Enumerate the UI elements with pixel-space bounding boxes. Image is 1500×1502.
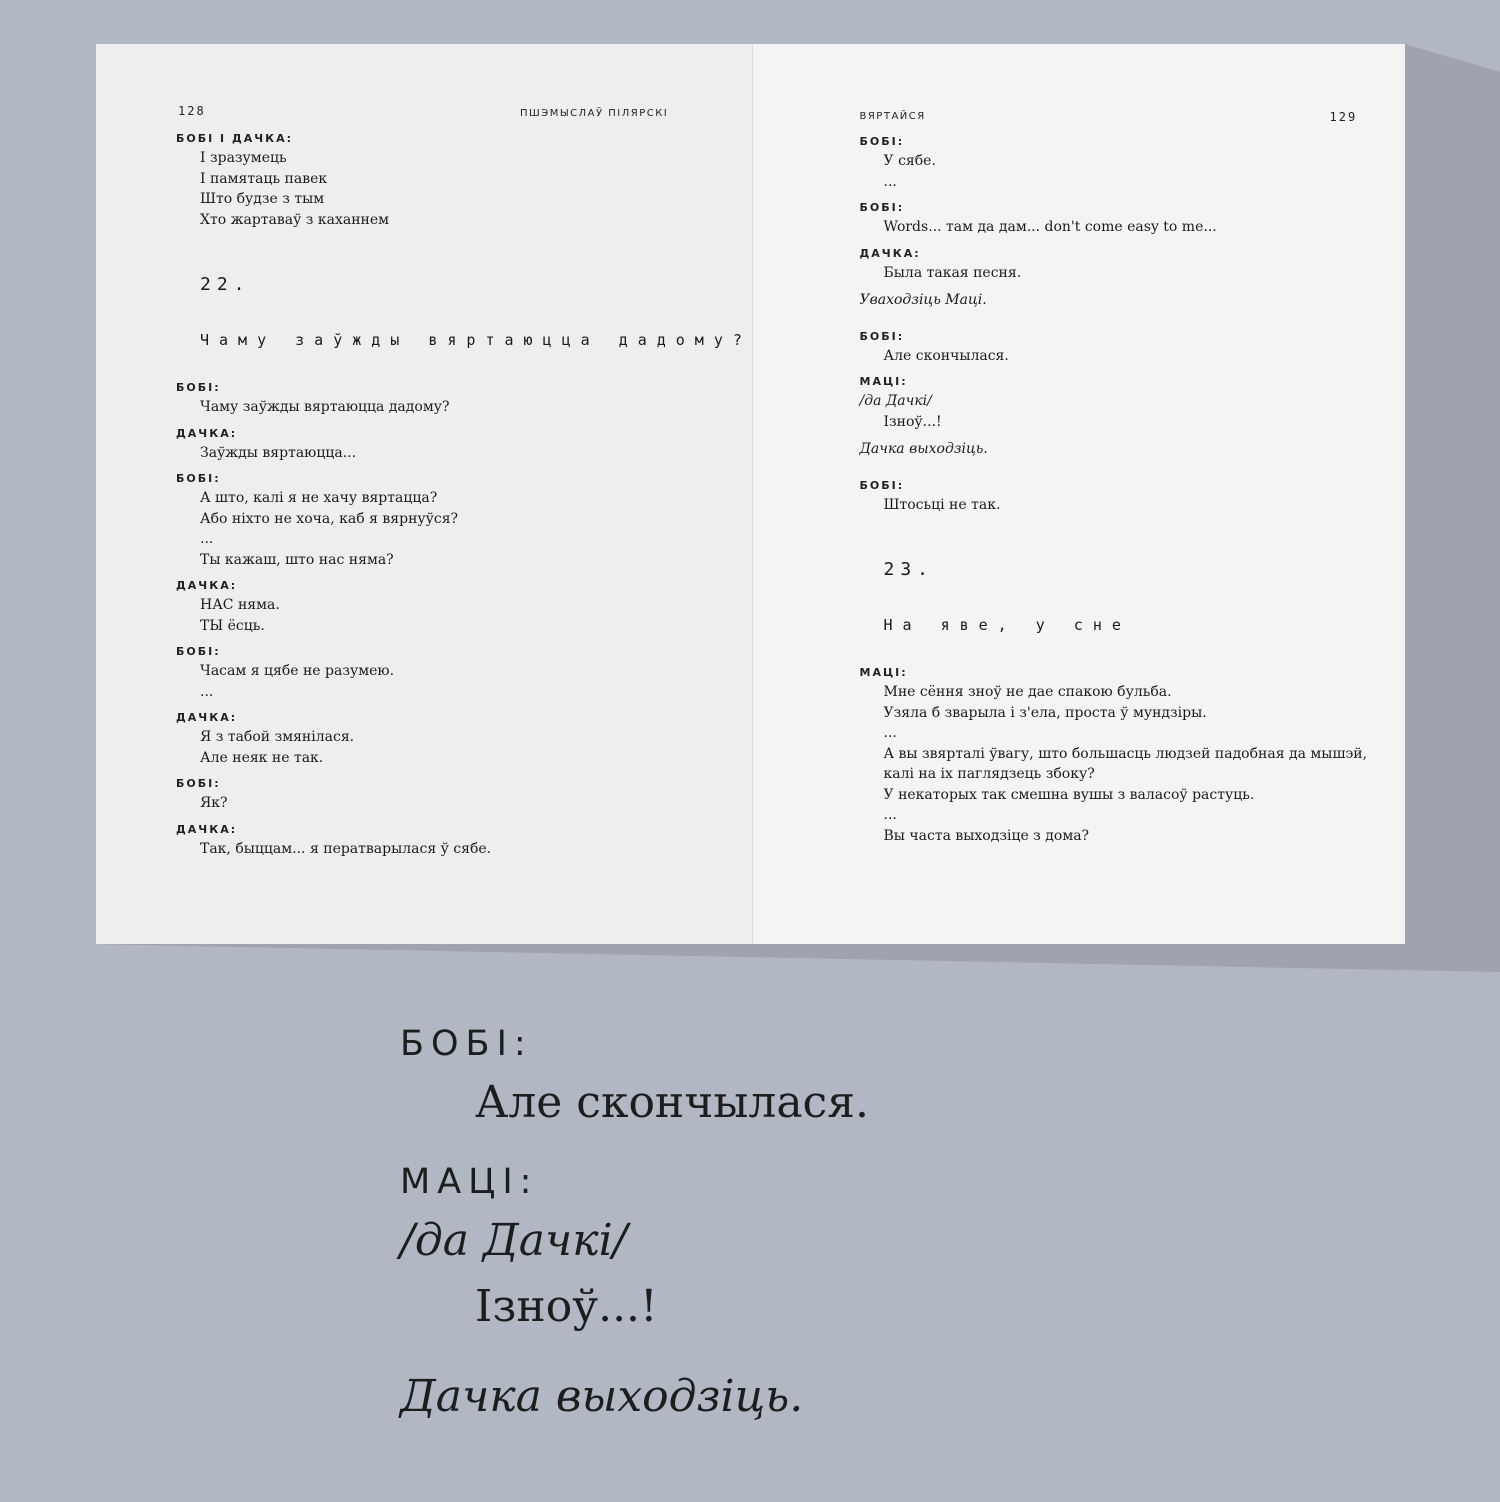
- left-page-text: [176, 130, 752, 866]
- enlarged-quote: [400, 1018, 1400, 1430]
- stage-direction: Дачка выходзіць.: [859, 441, 988, 457]
- speaker-name: ДАЧКА:: [176, 711, 238, 724]
- quote-stage-note: /да Дачкі/: [400, 1215, 628, 1266]
- dialogue-line: А што, калі я не хачу вяртацца?: [200, 490, 438, 506]
- dialogue-line: Што будзе з тым: [200, 191, 325, 207]
- dialogue-line: Заўжды вяртаюцца...: [200, 444, 357, 461]
- speaker-name: БОБІ:: [859, 135, 905, 148]
- open-book: [96, 44, 1405, 944]
- speaker-name: БОБІ:: [176, 645, 221, 658]
- quote-line: Ізноў...!: [475, 1281, 658, 1332]
- dialogue-line: калі на іх паглядзець збоку?: [883, 766, 1095, 782]
- dialogue-before-scene: [176, 130, 712, 230]
- dialogue-line: І памятаць павек: [200, 170, 328, 187]
- dialogue-line: ТЫ ёсць.: [200, 617, 265, 634]
- quote-speaker: БОБІ:: [400, 1024, 533, 1064]
- dialogue-block: [176, 379, 712, 418]
- dialogue-line: Як?: [200, 795, 228, 811]
- dialogue-line: Я з табой змянілася.: [200, 729, 355, 745]
- dialogue-line: Хто жартаваў з каханнем: [200, 211, 390, 228]
- dialogue-line: Ты кажаш, што нас няма?: [200, 551, 394, 568]
- dialogue-line: Вы часта выходзіце з дома?: [883, 827, 1090, 844]
- dialogue-line: ...: [883, 173, 897, 190]
- speaker-name: БОБІ:: [176, 472, 221, 485]
- dialogue-block: [176, 130, 712, 230]
- dialogue-line: Або ніхто не хоча, каб я вярнуўся?: [200, 510, 459, 527]
- dialogue-block: [176, 577, 712, 636]
- dialogue-block: [176, 643, 712, 702]
- dialogue-block: [860, 245, 1376, 284]
- speaker-name: БОБІ:: [859, 478, 905, 492]
- dialogue-line: ...: [883, 725, 897, 741]
- dialogue-line: Ізноў...!: [883, 413, 942, 430]
- right-page: [753, 44, 1406, 944]
- dialogue-line: Часам я цябе не разумею.: [200, 663, 395, 679]
- dialogue-line: Мне сёння зноў не дае спакою бульба.: [883, 684, 1172, 700]
- dialogue-line: Так, быццам... я ператварылася ў сябе.: [200, 840, 492, 857]
- dialogue-line: Была такая песня.: [883, 264, 1022, 281]
- scene-number: 23.: [883, 559, 935, 580]
- dialogue-block: [860, 133, 1376, 192]
- dialogue-block: [860, 664, 1376, 846]
- dialogue-line: ...: [200, 683, 214, 700]
- dialogue-block: [860, 373, 1376, 432]
- running-head-author: ПШЭМЫСЛАЎ ПІЛЯРСКІ: [520, 108, 669, 119]
- speaker-name: БОБІ:: [176, 777, 221, 790]
- stage-note: /да Дачкі/: [859, 393, 932, 409]
- speaker-name: БОБІ:: [176, 381, 221, 394]
- dialogue-line: ...: [883, 807, 897, 823]
- scene-number: 22.: [200, 274, 251, 295]
- scene-title: Чаму заўжды вяртаюцца дадому?: [200, 331, 752, 349]
- speaker-name: ДАЧКА:: [176, 579, 238, 592]
- dialogue-line: Але неяк не так.: [200, 749, 324, 766]
- dialogue-line: А вы звярталі ўвагу, што большасць людзей падобная да мышэй,: [883, 745, 1368, 762]
- dialogue-block: [860, 199, 1376, 238]
- page-number-right: 129: [1329, 110, 1358, 124]
- dialogue-line: Узяла б зварыла і з'ела, проста ў мундзіры.: [883, 704, 1207, 721]
- speaker-name: БОБІ:: [859, 329, 905, 343]
- speaker-name: МАЦІ:: [859, 375, 908, 388]
- dialogue-line: Чаму заўжды вяртаюцца дадому?: [200, 399, 450, 415]
- speaker-name: БОБІ І ДАЧКА:: [176, 132, 294, 145]
- dialogue-line: Words... там да дам... don't come easy to me...: [883, 219, 1217, 235]
- dialogue-line: НАС няма.: [200, 597, 280, 613]
- page-number-left: 128: [178, 104, 206, 118]
- dialogue-block: [176, 775, 712, 814]
- dialogue-line: У сябе.: [883, 153, 936, 169]
- dialogue-block: [176, 425, 712, 464]
- quote-stage-direction: Дачка выходзіць.: [400, 1371, 804, 1422]
- dialogue-line: І зразумець: [200, 150, 287, 166]
- dialogue-line: Але скончылася.: [883, 347, 1009, 364]
- speaker-name: ДАЧКА:: [176, 426, 238, 440]
- right-page-text: [860, 133, 1376, 853]
- dialogue-block: [176, 821, 712, 860]
- speaker-name: ДАЧКА:: [176, 822, 238, 836]
- quote-line: Але скончылася.: [475, 1077, 869, 1128]
- dialogue-block: [860, 477, 1376, 516]
- dialogue-block: [176, 709, 712, 768]
- running-head-title: ВЯРТАЙСЯ: [859, 111, 926, 122]
- dialogue-line: У некаторых так смешна вушы з валасоў растуць.: [883, 786, 1255, 803]
- speaker-name: ДАЧКА:: [859, 246, 921, 260]
- dialogue-block: [176, 470, 712, 570]
- dialogue-after-scene: [176, 379, 712, 859]
- left-page: [96, 44, 752, 944]
- dialogue-line: Штосьці не так.: [883, 496, 1001, 513]
- quote-speaker: МАЦІ:: [400, 1162, 539, 1202]
- stage-direction: Уваходзіць Маці.: [859, 292, 987, 308]
- scene-title: На яве, у сне: [883, 616, 1131, 634]
- dialogue-block: [860, 328, 1376, 367]
- speaker-name: МАЦІ:: [859, 666, 908, 679]
- speaker-name: БОБІ:: [859, 201, 905, 214]
- dialogue-line: ...: [200, 531, 214, 547]
